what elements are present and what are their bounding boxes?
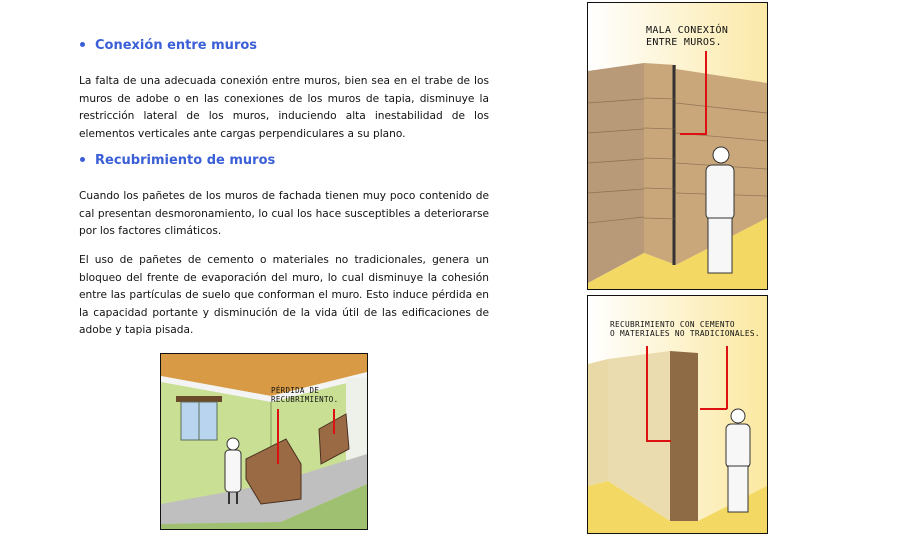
heading-wall-coating <box>80 153 275 168</box>
caption-cement-coating <box>610 320 760 339</box>
arrow-line <box>726 346 728 409</box>
heading-text: Conexión entre muros <box>95 38 258 53</box>
caption-line: ENTRE MUROS. <box>646 37 722 48</box>
paragraph-wall-connection: La falta de una adecuada conexión entre muros, bien sea en el trabe de los muros de adobe o en las conexiones de los muros de tapia, disminuye la restricción lateral de los muros, induciendo alta inestabilidad de los elementos verticales ante cargas perpendiculares a su plano. <box>79 75 489 140</box>
caption-line: O MATERIALES NO TRADICIONALES. <box>610 329 760 339</box>
caption-wall-connection <box>646 25 728 49</box>
bullet-icon <box>80 42 85 47</box>
arrow-line <box>680 133 707 135</box>
heading-text: Recubrimiento de muros <box>95 153 276 168</box>
arrow-line <box>646 346 648 441</box>
caption-line: RECUBRIMIENTO. <box>271 395 339 404</box>
arrow-line <box>333 409 335 434</box>
arrow-line <box>700 408 727 410</box>
arrow-line <box>646 440 671 442</box>
caption-line: PÉRDIDA DE <box>271 386 320 395</box>
bullet-icon <box>80 157 85 162</box>
caption-coating-loss <box>271 386 338 404</box>
paragraph-coating-cement: El uso de pañetes de cemento o materiales no tradicionales, genera un bloqueo del frente de evaporación del muro, lo cual disminuye la cohesión entre las partículas de suelo que conforman el muro. Esto induce pérdida en la capacidad portante y disminución de la vida útil de las edificaciones de adobe y tapia pisada. <box>79 254 489 336</box>
arrow-line <box>277 409 279 464</box>
arrow-line <box>705 51 707 135</box>
paragraph-coating-lime: Cuando los pañetes de los muros de fachada tienen muy poco contenido de cal presentan desmoronamiento, lo cual los hace susceptibles a deteriorarse por los factores climáticos. <box>79 190 489 237</box>
illustration-cement-coating <box>587 295 768 534</box>
illustration-wall-connection <box>587 2 768 290</box>
house-corner-drawing <box>161 354 367 529</box>
caption-line: MALA CONEXIÓN <box>646 25 729 36</box>
heading-wall-connection <box>80 38 257 53</box>
caption-line: RECUBRIMIENTO CON CEMENTO <box>610 320 735 329</box>
illustration-coating-loss <box>160 353 368 530</box>
